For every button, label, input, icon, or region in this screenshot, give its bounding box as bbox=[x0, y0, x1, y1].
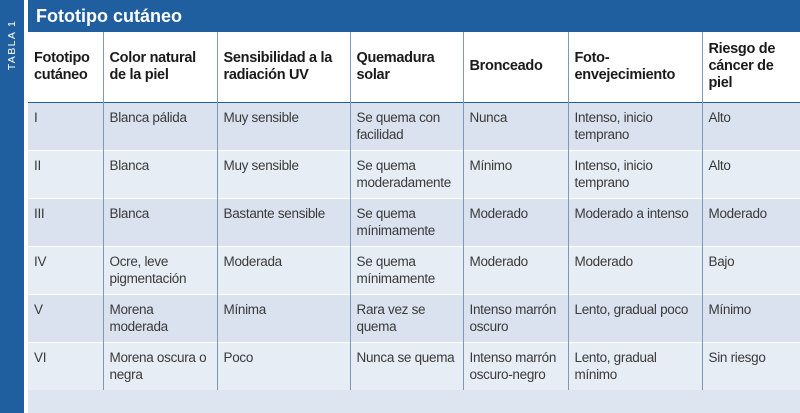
table-cell: Se quema mínimamente bbox=[350, 246, 463, 294]
table-cell: V bbox=[28, 294, 103, 342]
table-cell: Intenso, inicio temprano bbox=[568, 150, 702, 198]
table-row bbox=[28, 102, 800, 150]
table-cell: Blanca bbox=[103, 150, 217, 198]
table-cell: VI bbox=[28, 342, 103, 390]
table-cell: Lento, gradual poco bbox=[568, 294, 702, 342]
header-cell: Quemadura solar bbox=[350, 32, 463, 102]
table-cell: Mínimo bbox=[702, 294, 800, 342]
table-cell: I bbox=[28, 102, 103, 150]
table-row bbox=[28, 150, 800, 198]
table-cell: Moderado a intenso bbox=[568, 198, 702, 246]
table-cell: Se quema moderadamente bbox=[350, 150, 463, 198]
table-cell: Mínima bbox=[217, 294, 350, 342]
table-cell: Mínimo bbox=[463, 150, 568, 198]
fototipo-table bbox=[28, 32, 800, 390]
table-cell: Poco bbox=[217, 342, 350, 390]
table-cell: Blanca pálida bbox=[103, 102, 217, 150]
table-cell: Morena oscura o negra bbox=[103, 342, 217, 390]
table-panel bbox=[28, 0, 800, 413]
table-row bbox=[28, 294, 800, 342]
table-cell: Alto bbox=[702, 102, 800, 150]
side-label-text: TABLA 1 bbox=[6, 19, 18, 71]
side-strip bbox=[0, 0, 24, 413]
header-cell: Color natural de la piel bbox=[103, 32, 217, 102]
header-cell: Bronceado bbox=[463, 32, 568, 102]
table-cell: Se quema con facilidad bbox=[350, 102, 463, 150]
table-cell: IV bbox=[28, 246, 103, 294]
table-row bbox=[28, 198, 800, 246]
table-cell: Morena moderada bbox=[103, 294, 217, 342]
table-row bbox=[28, 342, 800, 390]
table-cell: Sin riesgo bbox=[702, 342, 800, 390]
header-cell: Fototipo cutáneo bbox=[28, 32, 103, 102]
side-label bbox=[0, 0, 24, 90]
header-row bbox=[28, 32, 800, 102]
header-cell: Sensibilidad a la radiación UV bbox=[217, 32, 350, 102]
table-cell: Muy sensible bbox=[217, 150, 350, 198]
header-cell: Riesgo de cáncer de piel bbox=[702, 32, 800, 102]
table-cell: Ocre, leve pigmentación bbox=[103, 246, 217, 294]
table-title: Fototipo cutáneo bbox=[28, 0, 800, 32]
table-cell: Nunca se quema bbox=[350, 342, 463, 390]
table-cell: Se quema mínimamente bbox=[350, 198, 463, 246]
table-cell: Alto bbox=[702, 150, 800, 198]
table-cell: Moderada bbox=[217, 246, 350, 294]
table-cell: Moderado bbox=[568, 246, 702, 294]
table-cell: Intenso marrón oscuro bbox=[463, 294, 568, 342]
table-cell: III bbox=[28, 198, 103, 246]
table-cell: II bbox=[28, 150, 103, 198]
table-cell: Moderado bbox=[463, 198, 568, 246]
table-cell: Muy sensible bbox=[217, 102, 350, 150]
table-cell: Lento, gradual mínimo bbox=[568, 342, 702, 390]
table-cell: Rara vez se quema bbox=[350, 294, 463, 342]
header-cell: Foto-envejecimiento bbox=[568, 32, 702, 102]
table-cell: Moderado bbox=[702, 198, 800, 246]
table-cell: Bajo bbox=[702, 246, 800, 294]
table-cell: Intenso marrón oscuro-negro bbox=[463, 342, 568, 390]
table-cell: Intenso, inicio temprano bbox=[568, 102, 702, 150]
table-cell: Nunca bbox=[463, 102, 568, 150]
table-row bbox=[28, 246, 800, 294]
table-cell: Blanca bbox=[103, 198, 217, 246]
table-cell: Bastante sensible bbox=[217, 198, 350, 246]
table-cell: Moderado bbox=[463, 246, 568, 294]
